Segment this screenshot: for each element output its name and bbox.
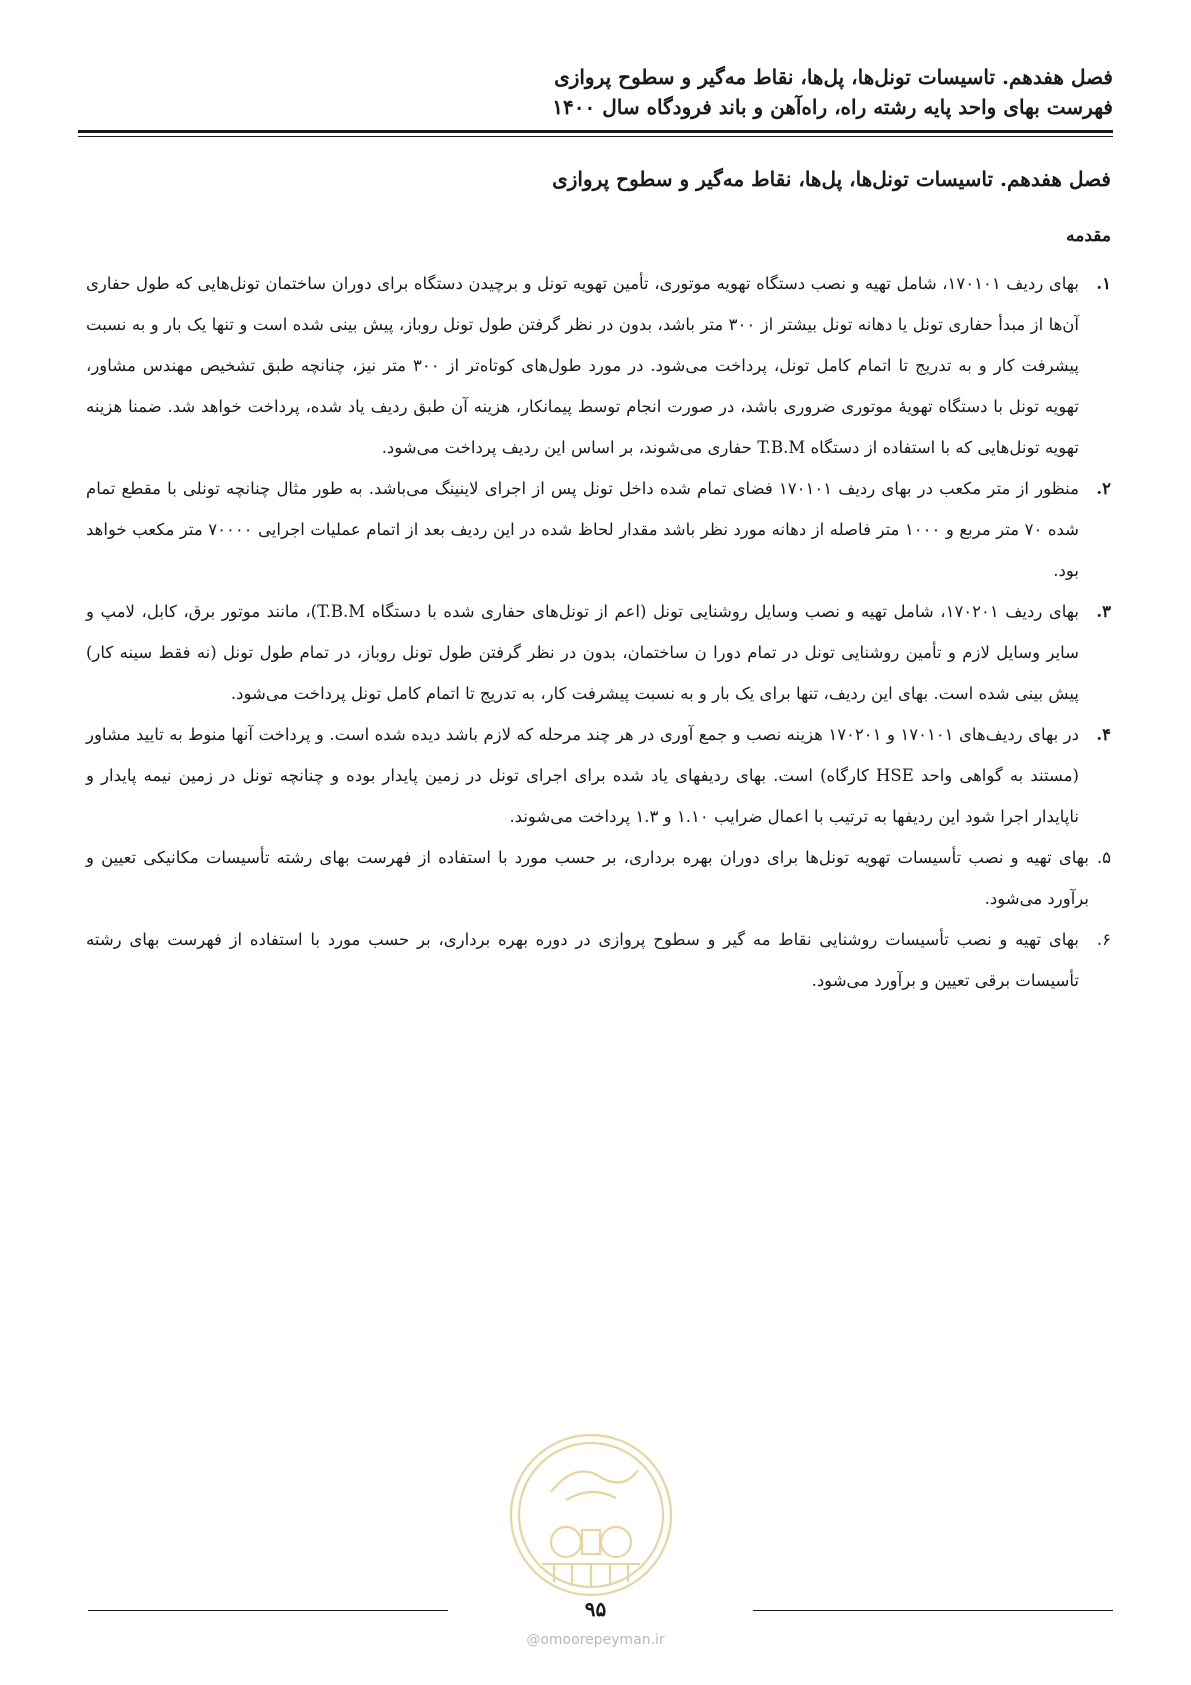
item-number: ۱. xyxy=(1096,274,1111,293)
item-text: بهای ردیف ۱۷۰۲۰۱، شامل تهیه و نصب وسایل روشنایی تونل (اعم از تونل‌های حفاری شده با دستگاه T.B.M)، مانند موتور برق، کابل، لامپ و سایر وسایل لازم و تأمین روشنایی تونل در تمام دورا ن ساختمان، بدون در نظر گرفتن طول تونل روباز، در تمام طول تونل (نه فقط سینه کار) پیش بینی شده است. بهای این ردیف، تنها برای یک بار و به نسبت پیشرفت کار، به تدریج تا اتمام کامل تونل پرداخت می‌شود. xyxy=(86,602,1079,703)
item-number: ۲. xyxy=(1096,479,1111,498)
list-item-6 xyxy=(86,919,1111,1001)
item-text: بهای ردیف ۱۷۰۱۰۱، شامل تهیه و نصب دستگاه تهویه موتوری، تأمین تهویه تونل و برچیدن دستگاه برای دوران ساختمان تونل‌هایی که طول حفاری آن‌ها از مبدأ حفاری تونل یا دهانه تونل بیشتر از ۳۰۰ متر باشد، بدون در نظر گرفتن طول تونل روباز، پیش بینی شده است و تنها یک بار و به نسبت پیشرفت کار و به تدریج تا اتمام کامل تونل، پرداخت می‌شود. در مورد طول‌های کوتاه‌تر از ۳۰۰ متر نیز، چنانچه طبق تشخیص مهندس مشاور، تهویه تونل با دستگاه تهویهٔ موتوری ضروری باشد، در صورت انجام توسط پیمانکار، هزینه آن طبق ردیف یاد شده، پرداخت خواهد شد. ضمنا هزینه تهویه تونل‌هایی که با استفاده از دستگاه T.B.M حفاری می‌شوند، بر اساس این ردیف پرداخت می‌شود. xyxy=(86,274,1080,457)
item-number: ۶. xyxy=(1096,930,1111,949)
item-number: ۵. xyxy=(1096,848,1111,867)
list-item-3 xyxy=(86,591,1111,714)
page-number: ۹۵ xyxy=(584,1597,607,1621)
list-item-1 xyxy=(86,263,1111,468)
introduction-list xyxy=(86,263,1111,1001)
item-number: ۳. xyxy=(1096,602,1111,621)
list-item-4 xyxy=(86,714,1111,837)
item-number: ۴. xyxy=(1096,725,1111,744)
item-text: بهای تهیه و نصب تأسیسات تهویه تونل‌ها برای دوران بهره برداری، بر حسب مورد با استفاده از فهرست بهای رشته تأسیسات مکانیکی تعیین و برآورد می‌شود. xyxy=(86,848,1089,908)
header-rule-thick xyxy=(78,130,1113,133)
item-text: بهای تهیه و نصب تأسیسات روشنایی نقاط مه گیر و سطوح پروازی در دوره بهره برداری، بر حسب مورد با استفاده از فهرست بهای رشته تأسیسات برقی تعیین و برآورد می‌شود. xyxy=(86,930,1079,990)
header-rule-thin xyxy=(78,136,1113,137)
item-text: در بهای ردیف‌های ۱۷۰۱۰۱ و ۱۷۰۲۰۱ هزینه نصب و جمع آوری در هر چند مرحله که لازم باشد دیده شده است. و پرداخت آنها منوط به تایید مشاور (مستند به گواهی واحد HSE کارگاه) است. بهای ردیفهای یاد شده برای اجرای تونل در زمین پایدار بوده و چنانچه تونل در زمین نیمه پایدار و ناپایدار اجرا شود این ردیفها به ترتیب با اعمال ضرایب ۱.۱۰ و ۱.۳ پرداخت می‌شوند. xyxy=(86,725,1079,826)
list-item-2 xyxy=(86,468,1111,591)
list-item-5 xyxy=(86,837,1111,919)
header-chapter-line: فصل هفدهم. تاسیسات تونل‌ها، پل‌ها، نقاط مه‌گیر و سطوح پروازی xyxy=(554,65,1113,89)
chapter-title: فصل هفدهم. تاسیسات تونل‌ها، پل‌ها، نقاط مه‌گیر و سطوح پروازی xyxy=(552,167,1111,191)
website-watermark: @omoorepeyman.ir xyxy=(526,1632,665,1648)
item-text: منظور از متر مکعب در بهای ردیف ۱۷۰۱۰۱ فضای تمام شده داخل تونل پس از اجرای لاینینگ می‌باشد. به طور مثال چنانچه تونلی با مقطع تمام شده ۷۰ متر مربع و ۱۰۰۰ متر فاصله از دهانه مورد نظر باشد مقدار لحاظ شده در این ردیف بعد از اتمام عملیات اجرایی ۷۰۰۰۰ متر مکعب خواهد بود. xyxy=(86,479,1079,580)
seal-watermark xyxy=(506,1430,676,1600)
introduction-heading: مقدمه xyxy=(1066,226,1111,246)
page-header xyxy=(78,62,1113,122)
header-catalog-line: فهرست بهای واحد پایه رشته راه، راه‌آهن و باند فرودگاه سال ۱۴۰۰ xyxy=(552,95,1113,119)
